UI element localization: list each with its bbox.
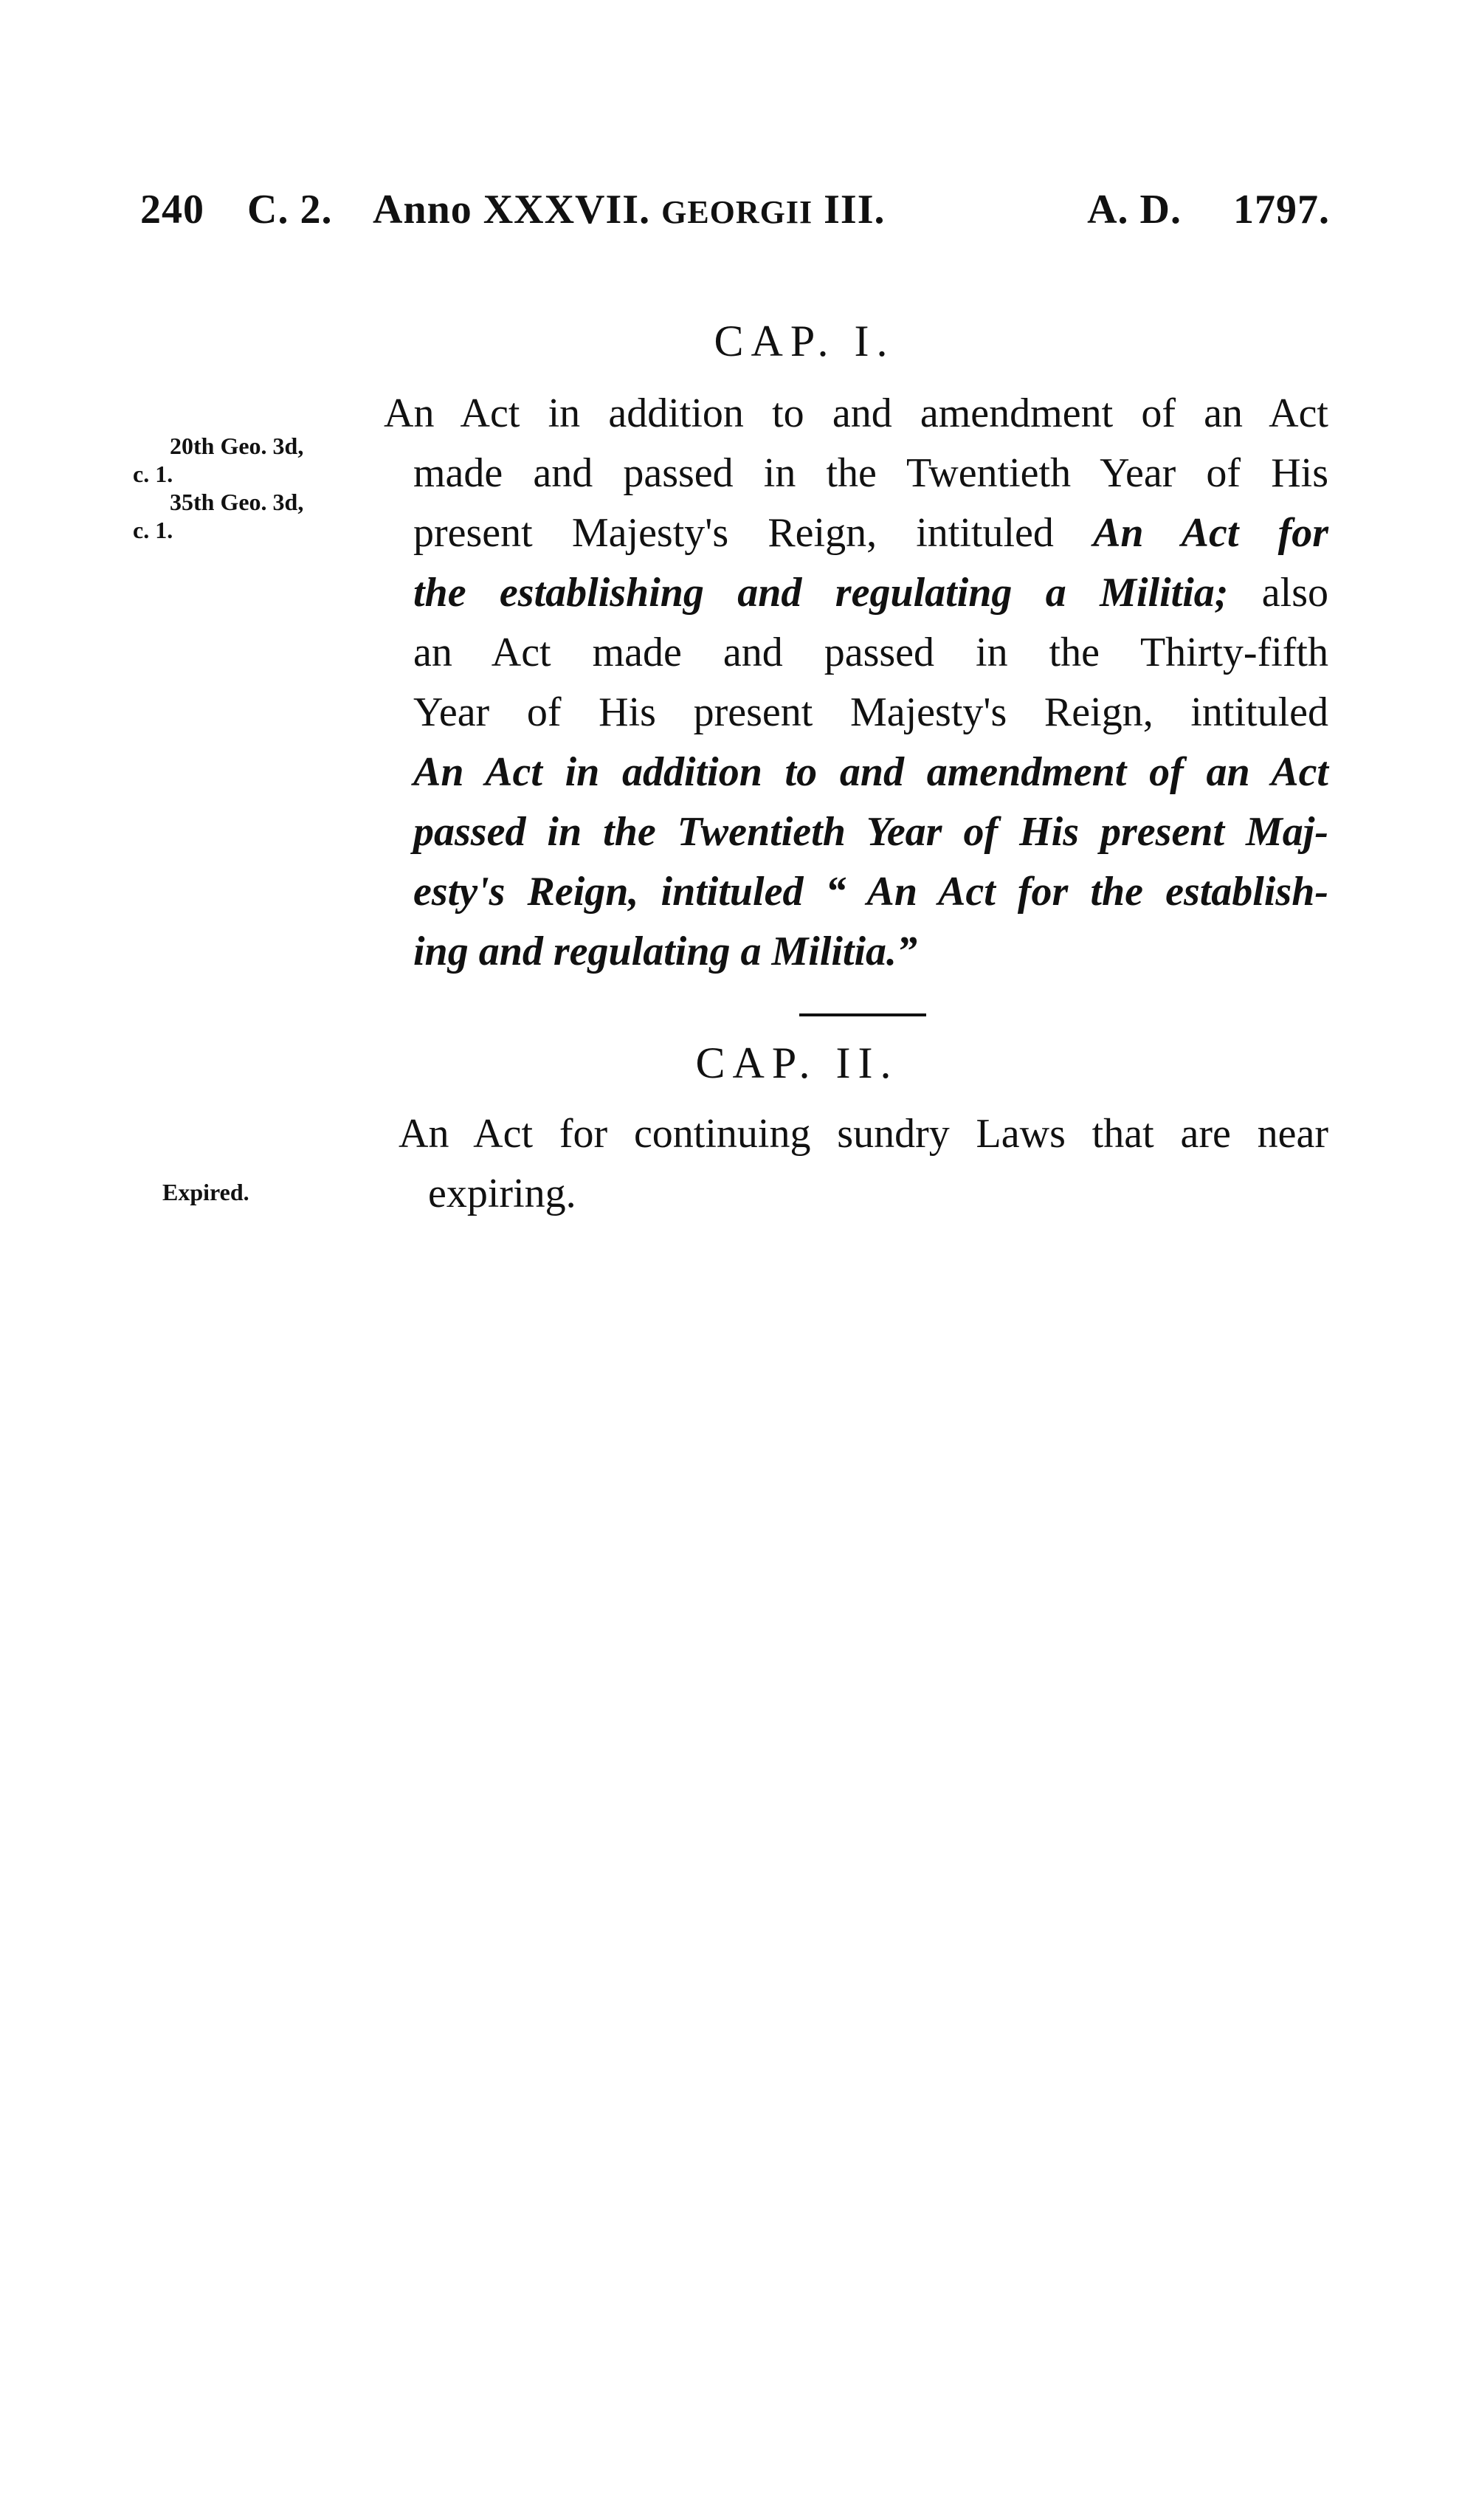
text-line: expiring. [428, 1171, 576, 1216]
anno-text [373, 186, 886, 233]
georgii-label: GEORGII [661, 194, 813, 230]
text-italic: An Act for [1093, 510, 1329, 556]
margin-note-expired: Expired. [162, 1179, 249, 1205]
cap1-text [384, 384, 1329, 982]
text-line: esty's Reign, intituled “ An Act for the establish- [413, 869, 1328, 915]
chapter-reference: C. 2. [247, 187, 333, 233]
page-number: 240 [140, 187, 204, 233]
regnal-label: III. [824, 187, 886, 233]
margin-note-line: c. 1. [133, 517, 173, 543]
margin-note-line: 35th Geo. 3d, [170, 489, 304, 515]
text-line: ing and regulating a Militia.” [413, 929, 918, 974]
text-line [413, 563, 1328, 623]
text-line: made and passed in the Twentieth Year of His [413, 450, 1328, 496]
text-roman: also [1228, 570, 1328, 616]
margin-note-line: c. 1. [133, 461, 173, 487]
year-label: 1797. [1233, 187, 1330, 233]
text-line: passed in the Twentieth Year of His present Maj- [413, 809, 1328, 855]
text-line: An Act in addition to and amendment of an Act [384, 390, 1328, 436]
text-italic: the establishing and regulating a Militia; [413, 570, 1229, 616]
margin-note-line: 20th Geo. 3d, [170, 433, 304, 459]
ad-label: A. D. [1087, 187, 1182, 233]
cap2-text [399, 1104, 1328, 1224]
text-line [413, 503, 1328, 563]
text-line: an Act made and passed in the Thirty-fifth [413, 630, 1328, 675]
text-line: An Act in addition to and amendment of an Act [413, 749, 1328, 795]
section-divider [799, 1013, 926, 1016]
cap2-title: CAP. II. [695, 1039, 899, 1087]
text-line: An Act for continuing sundry Laws that are near [399, 1111, 1328, 1157]
margin-note-references [133, 432, 303, 544]
cap1-title: CAP. I. [714, 317, 895, 365]
text-line: Year of His present Majesty's Reign, intituled [413, 689, 1328, 735]
running-header [140, 186, 1330, 233]
anno-label: Anno XXXVII. [373, 187, 651, 233]
text-roman: present Majesty's Reign, intituled [413, 510, 1094, 556]
